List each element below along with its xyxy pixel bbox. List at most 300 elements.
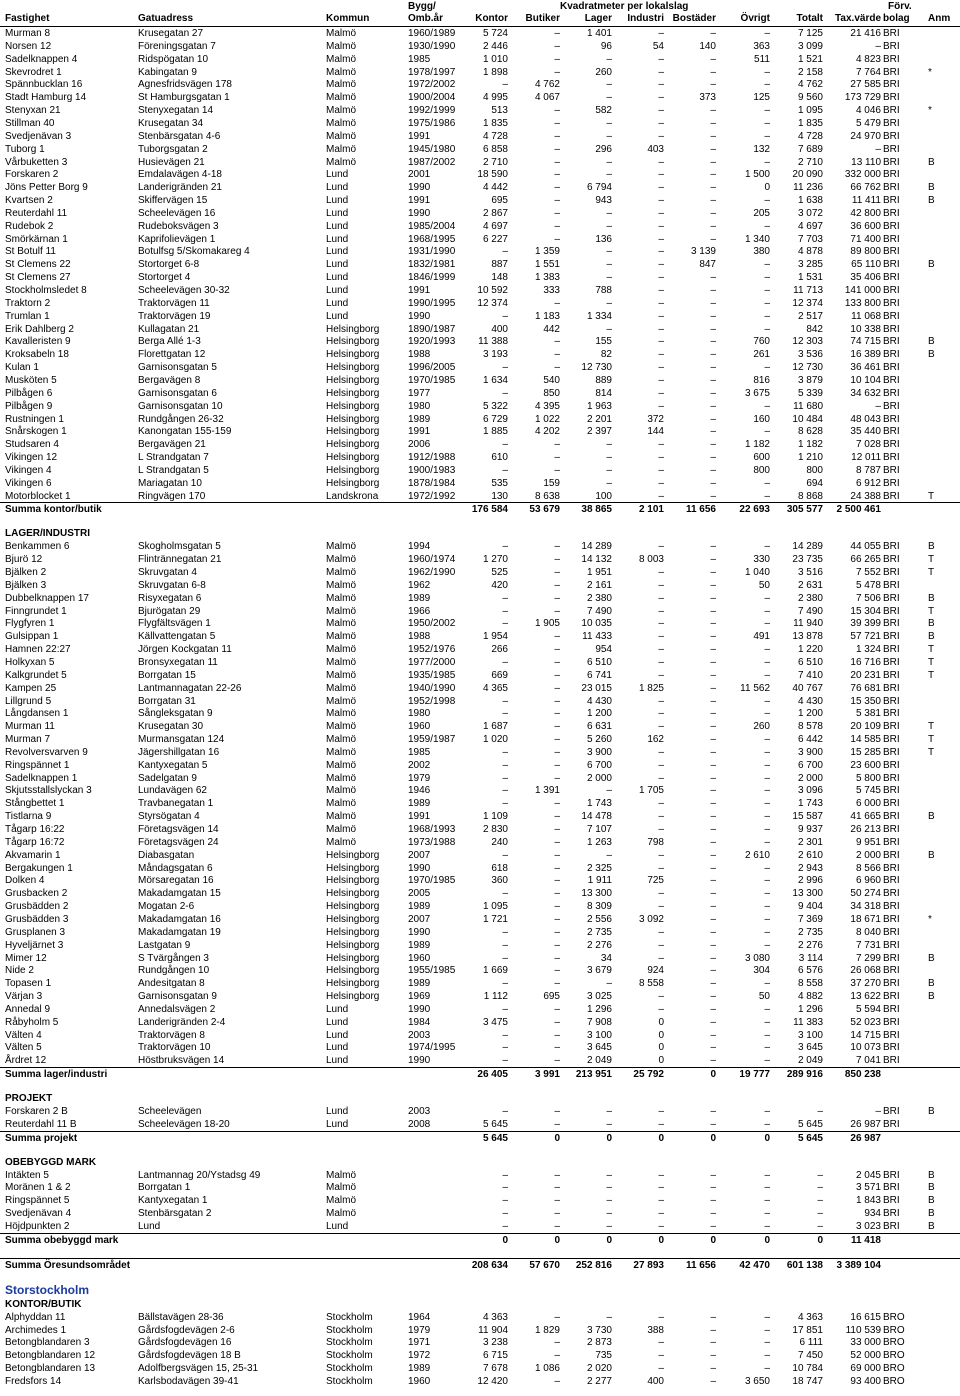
cell-totalt: 2 735 [797, 926, 823, 938]
cell-kommun: Helsingborg [326, 400, 380, 412]
cell-forv-bolag: BRI [883, 849, 900, 861]
cell-kommun: Lund [326, 272, 349, 284]
cell-kontor: 5 322 [482, 400, 508, 412]
cell-totalt: 9 937 [797, 824, 823, 835]
cell-omb-ar: 1991 [408, 285, 431, 296]
cell-bostader: – [710, 66, 716, 78]
cell-lager: – [606, 1169, 612, 1181]
cell-ovrigt: 330 [753, 554, 770, 566]
cell-bostader: – [710, 579, 716, 591]
cell-butiker: – [554, 554, 560, 566]
cell-fastighet: Svedjenävan 3 [5, 130, 72, 142]
cell-bostader: – [710, 426, 716, 438]
cell-industri: 0 [658, 1016, 664, 1028]
cell-omb-ar: 1832/1981 [408, 259, 456, 271]
cell-kontor: 11 904 [478, 1324, 508, 1336]
cell-gatuadress: Andesitgatan 8 [138, 978, 205, 990]
table-row [0, 707, 960, 720]
cell-omb-ar: 1900/2004 [408, 92, 456, 104]
cell-omb-ar: 2005 [408, 888, 431, 900]
cell-butiker: 1 383 [534, 272, 560, 284]
cell-omb-ar: 1988 [408, 349, 431, 361]
cell-butiker: – [554, 939, 560, 951]
summary-bostader: 0 [710, 1069, 716, 1081]
cell-ovrigt: – [764, 195, 770, 207]
summary-taxvarde: 850 238 [844, 1069, 881, 1081]
cell-kontor: 695 [491, 195, 508, 207]
cell-kontor: 2 446 [482, 40, 508, 52]
cell-butiker: – [554, 1029, 560, 1041]
cell-gatuadress: L Strandgatan 7 [138, 452, 209, 464]
cell-taxvarde: 133 800 [844, 297, 881, 309]
cell-anm: T [928, 644, 935, 656]
cell-forv-bolag: BRI [883, 875, 900, 887]
cell-ovrigt: 2 610 [744, 849, 770, 861]
cell-totalt: 14 289 [792, 541, 823, 553]
cell-lager: – [606, 978, 612, 990]
cell-butiker: – [554, 592, 560, 604]
summary-ovrigt: 0 [764, 1132, 770, 1144]
cell-forv-bolag: BRO [883, 1375, 905, 1387]
cell-anm: B [928, 991, 935, 1003]
cell-ovrigt: 800 [753, 464, 770, 476]
cell-kontor: – [502, 618, 508, 630]
cell-forv-bolag: BRI [883, 824, 900, 835]
summary-butiker: 3 991 [534, 1069, 560, 1081]
cell-forv-bolag: BRI [883, 901, 900, 913]
cell-bostader: 3 139 [690, 246, 716, 258]
cell-kommun: Malmö [326, 836, 357, 848]
summary-industri: 25 792 [633, 1069, 664, 1081]
cell-butiker: 8 638 [534, 490, 560, 502]
cell-bostader: – [710, 1042, 716, 1054]
cell-forv-bolag: BRI [883, 836, 900, 848]
table-row [0, 1194, 960, 1207]
cell-butiker: – [554, 40, 560, 52]
cell-butiker: 333 [543, 285, 560, 296]
summary-label: Summa obebyggd mark [5, 1234, 119, 1246]
cell-lager: 136 [595, 233, 612, 245]
cell-fastighet: Råbyholm 5 [5, 1016, 59, 1028]
cell-ovrigt: – [764, 1363, 770, 1375]
cell-taxvarde: 332 000 [844, 169, 881, 181]
cell-gatuadress: Rudeboksvägen 3 [138, 220, 219, 232]
cell-omb-ar: 1989 [408, 978, 431, 990]
table-row [0, 245, 960, 258]
cell-bostader: 847 [699, 259, 716, 271]
cell-butiker: 1 829 [534, 1324, 560, 1336]
cell-kommun: Helsingborg [326, 439, 380, 451]
cell-forv-bolag: BRI [883, 362, 900, 374]
table-row [0, 746, 960, 759]
cell-fastighet: Holkyxan 5 [5, 656, 55, 668]
cell-lager: – [606, 477, 612, 489]
cell-butiker: – [554, 541, 560, 553]
cell-ovrigt: – [764, 1195, 770, 1207]
cell-kommun: Helsingborg [326, 913, 380, 925]
cell-bostader: – [710, 1016, 716, 1028]
cell-gatuadress: Flintrännegatan 21 [138, 554, 222, 566]
cell-kommun: Helsingborg [326, 991, 380, 1003]
cell-lager: 7 490 [586, 605, 612, 617]
cell-forv-bolag: BRI [883, 1208, 900, 1220]
cell-butiker: – [554, 336, 560, 348]
cell-ovrigt: 600 [753, 452, 770, 464]
cell-kontor: 18 590 [477, 169, 508, 181]
cell-kontor: – [502, 387, 508, 399]
cell-ovrigt: – [764, 79, 770, 91]
cell-butiker: – [554, 978, 560, 990]
cell-omb-ar: 1991 [408, 426, 431, 438]
cell-gatuadress: Scheelevägen [138, 1106, 202, 1117]
cell-ovrigt: 816 [753, 374, 770, 386]
table-row [0, 913, 960, 926]
cell-kontor: – [502, 785, 508, 797]
cell-industri: – [658, 400, 664, 412]
cell-kommun: Helsingborg [326, 464, 380, 476]
cell-fastighet: Gulsippan 1 [5, 631, 59, 643]
cell-fastighet: Erik Dahlberg 2 [5, 323, 74, 335]
cell-industri: – [658, 297, 664, 309]
cell-industri: – [658, 656, 664, 668]
cell-ovrigt: – [764, 605, 770, 617]
cell-omb-ar: 1990 [408, 862, 431, 874]
cell-kontor: 1 112 [483, 991, 508, 1003]
cell-totalt: 2 943 [797, 862, 823, 874]
cell-fastighet: Motorblocket 1 [5, 490, 71, 502]
cell-butiker: – [554, 1337, 560, 1349]
cell-gatuadress: Krusegatan 34 [138, 117, 204, 129]
cell-omb-ar: 2007 [408, 849, 431, 861]
cell-butiker: – [554, 734, 560, 746]
cell-anm: B [928, 1182, 935, 1194]
cell-kommun: Helsingborg [326, 477, 380, 489]
cell-ovrigt: – [764, 285, 770, 296]
cell-gatuadress: Garnisonsgatan 5 [138, 362, 217, 374]
cell-bostader: – [710, 285, 716, 296]
cell-industri: – [658, 79, 664, 91]
cell-kontor: 1 010 [482, 53, 508, 65]
table-row [0, 862, 960, 875]
cell-forv-bolag: BRI [883, 28, 900, 39]
cell-omb-ar: 1974/1995 [408, 1042, 456, 1054]
cell-industri: – [658, 1337, 664, 1349]
cell-totalt: 3 099 [797, 40, 823, 52]
cell-totalt: 40 767 [792, 682, 823, 694]
table-row [0, 156, 960, 169]
cell-forv-bolag: BRI [883, 195, 900, 207]
cell-industri: – [658, 207, 664, 219]
cell-kommun: Malmö [326, 785, 357, 797]
cell-ovrigt: 3 080 [744, 952, 770, 964]
cell-kommun: Helsingborg [326, 952, 380, 964]
cell-bostader: – [710, 824, 716, 835]
cell-gatuadress: Landerigränden 2-4 [138, 1016, 226, 1028]
table-row [0, 323, 960, 336]
cell-omb-ar: 1990 [408, 182, 431, 194]
cell-totalt: 8 868 [797, 490, 823, 502]
cell-gatuadress: Källvattengatan 5 [138, 631, 216, 643]
cell-industri: – [658, 464, 664, 476]
cell-omb-ar: 2003 [408, 1029, 431, 1041]
cell-omb-ar: 1950/2002 [408, 618, 456, 630]
header-omb-ar: Omb.år [408, 13, 444, 24]
cell-kommun: Helsingborg [326, 374, 380, 386]
cell-fastighet: Traktorn 2 [5, 297, 51, 309]
cell-gatuadress: Husievägen 21 [138, 156, 205, 168]
cell-industri: 372 [647, 413, 664, 425]
cell-fastighet: Fredsfors 14 [5, 1375, 62, 1387]
cell-forv-bolag: BRI [883, 464, 900, 476]
cell-taxvarde: 52 023 [850, 1016, 881, 1028]
cell-omb-ar: 1978/1997 [408, 66, 456, 78]
section-title [0, 1092, 960, 1105]
cell-ovrigt: – [764, 1042, 770, 1054]
cell-ovrigt: – [764, 926, 770, 938]
cell-kommun: Helsingborg [326, 323, 380, 335]
cell-forv-bolag: BRI [883, 785, 900, 797]
cell-bostader: – [710, 875, 716, 887]
cell-gatuadress: Företagsvägen 24 [138, 836, 219, 848]
table-row [0, 387, 960, 400]
cell-forv-bolag: BRI [883, 1055, 900, 1067]
cell-totalt: 694 [806, 477, 823, 489]
cell-lager: 2 201 [586, 413, 612, 425]
cell-lager: – [606, 130, 612, 142]
table-row [0, 887, 960, 900]
table-row [0, 990, 960, 1003]
cell-lager: 11 433 [582, 631, 612, 643]
cell-kommun: Malmö [326, 824, 357, 835]
cell-gatuadress: Risyxegatan 6 [138, 592, 202, 604]
cell-totalt: 10 484 [792, 413, 823, 425]
cell-forv-bolag: BRI [883, 130, 900, 142]
table-row [0, 952, 960, 965]
table-row [0, 540, 960, 553]
table-row [0, 490, 960, 503]
cell-omb-ar: 1955/1985 [408, 965, 456, 977]
header-fastighet: Fastighet [5, 13, 50, 24]
cell-kommun: Malmö [326, 79, 357, 91]
cell-lager: 6 794 [586, 182, 612, 194]
cell-industri: – [658, 246, 664, 258]
region-heading: Storstockholm [5, 1283, 90, 1297]
cell-ovrigt: – [764, 259, 770, 271]
cell-forv-bolag: BRI [883, 579, 900, 591]
cell-fastighet: Välten 4 [5, 1029, 42, 1041]
cell-totalt: 3 096 [797, 785, 823, 797]
cell-kontor: – [502, 952, 508, 964]
cell-taxvarde: 44 055 [850, 541, 881, 553]
cell-taxvarde: 21 416 [850, 28, 881, 39]
cell-totalt: 12 303 [792, 336, 823, 348]
cell-butiker: – [554, 1375, 560, 1387]
cell-lager: 100 [595, 490, 612, 502]
cell-lager: – [606, 464, 612, 476]
header-anm: Anm [928, 13, 951, 24]
cell-taxvarde: 3 023 [855, 1220, 881, 1232]
cell-butiker: 1 359 [534, 246, 560, 258]
cell-kommun: Malmö [326, 1195, 357, 1207]
cell-gatuadress: Gårdsfogdevägen 16 [138, 1337, 232, 1349]
cell-kontor: 12 420 [477, 1375, 508, 1387]
cell-gatuadress: Höstbruksvägen 14 [138, 1055, 225, 1067]
cell-totalt: 4 363 [797, 1311, 823, 1323]
table-row [0, 964, 960, 977]
cell-bostader: – [710, 1208, 716, 1220]
cell-kontor: 2 830 [482, 824, 508, 835]
cell-fastighet: Sadelknappen 4 [5, 53, 78, 65]
cell-totalt: 2 610 [797, 849, 823, 861]
cell-forv-bolag: BRI [883, 439, 900, 451]
cell-forv-bolag: BRI [883, 246, 900, 258]
cell-anm: B [928, 1169, 935, 1181]
cell-ovrigt: – [764, 297, 770, 309]
cell-butiker: – [554, 965, 560, 977]
cell-omb-ar: 1966 [408, 605, 431, 617]
cell-industri: – [658, 926, 664, 938]
cell-industri: – [658, 798, 664, 810]
cell-totalt: 2 631 [797, 579, 823, 591]
cell-ovrigt: – [764, 156, 770, 168]
cell-industri: – [658, 1106, 664, 1117]
cell-bostader: – [710, 336, 716, 348]
cell-totalt: 1 835 [797, 117, 823, 129]
cell-gatuadress: Murmansgatan 124 [138, 734, 225, 746]
cell-industri: – [658, 1182, 664, 1194]
cell-fastighet: St Clemens 27 [5, 272, 71, 284]
cell-lager: 1 296 [586, 1003, 612, 1015]
cell-ovrigt: – [764, 400, 770, 412]
cell-forv-bolag: BRI [883, 1003, 900, 1015]
cell-ovrigt: – [764, 592, 770, 604]
cell-lager: – [606, 169, 612, 181]
cell-anm: B [928, 952, 935, 964]
cell-omb-ar: 1977 [408, 387, 431, 399]
cell-taxvarde: 15 304 [850, 605, 881, 617]
cell-gatuadress: Annedalsvägen 2 [138, 1003, 216, 1015]
cell-totalt: 11 713 [793, 285, 823, 296]
cell-lager: 7 107 [586, 824, 612, 835]
cell-bostader: – [710, 1350, 716, 1362]
cell-gatuadress: Scheelevägen 16 [138, 207, 216, 219]
cell-kontor: 1 885 [482, 426, 508, 438]
cell-forv-bolag: BRI [883, 605, 900, 617]
cell-butiker: – [554, 772, 560, 784]
cell-totalt: 3 072 [797, 207, 823, 219]
cell-lager: 1 200 [586, 708, 612, 720]
summary-lager: 0 [606, 1234, 612, 1246]
cell-lager: 2 380 [586, 592, 612, 604]
cell-lager: 1 334 [586, 310, 612, 322]
summary-industri: 0 [658, 1234, 664, 1246]
cell-fastighet: Mimer 12 [5, 952, 47, 964]
cell-lager: 1 263 [586, 836, 612, 848]
cell-kommun: Malmö [326, 592, 357, 604]
cell-ovrigt: – [764, 978, 770, 990]
cell-gatuadress: Lundavägen 62 [138, 785, 207, 797]
cell-gatuadress: Kanongatan 155-159 [138, 426, 232, 438]
cell-kontor: – [502, 978, 508, 990]
cell-butiker: – [554, 156, 560, 168]
cell-gatuadress: Rundgången 26-32 [138, 413, 224, 425]
cell-omb-ar: 1984 [408, 1016, 431, 1028]
cell-ovrigt: 260 [753, 721, 770, 733]
table-row [0, 1181, 960, 1194]
summary-kontor: 26 405 [477, 1069, 508, 1081]
cell-butiker: – [554, 28, 560, 39]
cell-fastighet: Stockholmsledet 8 [5, 285, 87, 296]
cell-lager: 23 015 [581, 682, 612, 694]
cell-kommun: Stockholm [326, 1324, 373, 1336]
cell-omb-ar: 1990 [408, 926, 431, 938]
cell-industri: – [658, 28, 664, 39]
cell-kommun: Malmö [326, 734, 357, 746]
cell-taxvarde: 39 399 [850, 618, 881, 630]
cell-taxvarde: 57 721 [850, 631, 881, 643]
cell-forv-bolag: BRI [883, 592, 900, 604]
cell-industri: – [658, 1195, 664, 1207]
cell-bostader: – [710, 991, 716, 1003]
cell-kommun: Malmö [326, 708, 357, 720]
table-row [0, 438, 960, 451]
table-row [0, 117, 960, 130]
cell-ovrigt: – [764, 117, 770, 129]
cell-kontor: – [502, 1106, 508, 1117]
cell-forv-bolag: BRI [883, 682, 900, 694]
cell-kommun: Stockholm [326, 1337, 373, 1349]
cell-fastighet: Ringspännet 5 [5, 1195, 70, 1207]
cell-totalt: 3 536 [797, 349, 823, 361]
cell-fastighet: Bergakungen 1 [5, 862, 73, 874]
cell-fastighet: Rustningen 1 [5, 413, 64, 425]
cell-fastighet: Finngrundet 1 [5, 605, 67, 617]
cell-anm: T [928, 669, 935, 681]
cell-kontor: 3 193 [482, 349, 508, 361]
cell-lager: – [606, 1106, 612, 1117]
cell-forv-bolag: BRI [883, 426, 900, 438]
cell-lager: 2 049 [586, 1055, 612, 1067]
cell-taxvarde: 110 539 [845, 1324, 881, 1336]
cell-kontor: 6 729 [482, 413, 508, 425]
cell-ovrigt: – [764, 426, 770, 438]
cell-butiker: 159 [543, 477, 560, 489]
cell-butiker: – [554, 195, 560, 207]
table-row [0, 130, 960, 143]
cell-kommun: Lund [326, 297, 349, 309]
cell-omb-ar: 1878/1984 [408, 477, 456, 489]
cell-bostader: – [710, 1055, 716, 1067]
cell-fastighet: Pilbågen 9 [5, 400, 53, 412]
cell-taxvarde: 16 716 [850, 656, 881, 668]
cell-bostader: – [710, 618, 716, 630]
cell-bostader: – [710, 400, 716, 412]
cell-taxvarde: 4 823 [855, 53, 881, 65]
cell-kommun: Lund [326, 220, 349, 232]
cell-fastighet: Moränen 1 & 2 [5, 1182, 71, 1194]
cell-totalt: 6 442 [797, 734, 823, 746]
cell-bostader: – [710, 811, 716, 823]
cell-bostader: – [710, 939, 716, 951]
cell-industri: 798 [647, 836, 664, 848]
cell-totalt: 6 510 [797, 656, 823, 668]
cell-kontor: 3 238 [482, 1337, 508, 1349]
cell-lager: 96 [600, 40, 612, 52]
cell-ovrigt: 380 [753, 246, 770, 258]
table-row [0, 1336, 960, 1349]
table-row [0, 926, 960, 939]
cell-butiker: 4 202 [534, 426, 560, 438]
